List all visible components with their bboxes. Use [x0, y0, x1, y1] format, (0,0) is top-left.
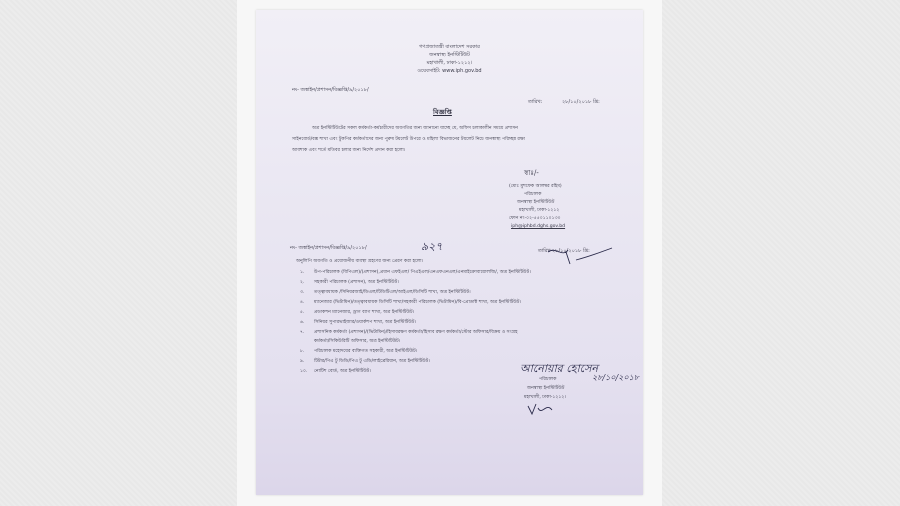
handwritten-memo-number: ৯২৭ — [421, 240, 443, 253]
distribution-no: ৭. — [300, 330, 305, 335]
distribution-item: টিটার/পিএ টু ডিডি/পিএ টু এডি/লাইব্রেরিয়ান, অত্র ইনস্টিটিউট। — [314, 359, 430, 364]
distribution-item: উপ-পরিচালক (বিপিএল)/(প্রশাসন),প্রধান এফইএল/ পিএইএল/এনএফএনএল/এনমাইক্রোবায়োলজি/, অত্র ইনস্টিটিউট। — [314, 270, 531, 275]
signatory-name: (মোঃ মুশফেক আলম্বর রহিম) — [509, 184, 562, 189]
bottom-org: জনস্বাস্থ্য ইনস্টিটিউট — [527, 386, 565, 391]
copy-memo-number: নং- জস্বাইন/প্রশাসন/বিজ্ঞপ্তি/৯/২০১৮/ — [290, 245, 367, 251]
initials-mark — [526, 400, 556, 418]
notice-document — [256, 10, 643, 495]
signatory-email[interactable]: iph@iphbd.dghs.gov.bd — [511, 224, 566, 229]
distribution-item: প্রডাকশন ম্যানেজার, ড্রাগ ব্যাগ শাখা, অত্র ইনস্টিটিউট। — [314, 310, 415, 315]
distribution-no: ২. — [300, 280, 305, 285]
distribution-item: প্রশাসনিক কর্মকর্তা (প্রশাসন)/(ভিটামিন)/হিসাবরক্ষণ কর্মকর্তা/হিসাব রক্ষণ কর্মকর্তা/স্টোর অফিসার/বিক্রয় ও সংগ্রহ — [314, 330, 518, 335]
notice-title: বিজ্ঞপ্তি — [433, 108, 452, 116]
copy-date-value: ২৮/১০/২০১৮ খ্রি: — [552, 248, 590, 254]
memo-number: নং- জস্বাইন/প্রশাসন/বিজ্ঞপ্তি/৯/২০১৮/ — [292, 87, 369, 93]
distribution-item: নোটিশ বোর্ড, অত্র ইনস্টিটিউট। — [314, 369, 371, 374]
distribution-item: সহকারী পরিচালক (প্রশাসন), অত্র ইনস্টিটিউট। — [314, 280, 399, 285]
distribution-no: ৯. — [300, 359, 305, 364]
header-address: মহাখালী, ঢাকা-১২১২। — [426, 60, 473, 66]
distribution-no: ১০. — [300, 369, 308, 374]
handwritten-date-mark — [546, 242, 616, 272]
bottom-address: মহাখালী, ঢাকা-১২১২। — [524, 395, 567, 400]
signatory-designation: পরিচালক — [524, 192, 542, 197]
header-website: ওয়েবসাইট: www.iph.gov.bd — [417, 68, 482, 74]
signatory-org: জনস্বাস্থ্য ইনস্টিটিউট — [517, 200, 555, 205]
signature-signed: স্বাঃ/- — [524, 169, 539, 177]
distribution-item: কর্মকর্তা/সিকিউরিটি অফিসার, অত্র ইনস্টিটিউট। — [314, 339, 401, 344]
distribution-no: ৮. — [300, 349, 305, 354]
bottom-designation: পরিচালক — [539, 377, 557, 382]
distribution-item: ম্যানেজার (ভিটামিন)/তত্ত্বাবধায়ক ডিসিটি শাখা/সহকারী পরিচালক (ভিটামিন)/বি-প্রোডাক্ট শাখা, অত্র ইনস্টিটিউট। — [314, 300, 522, 305]
body-line-1: অত্র ইনস্টিটিউটের সকল কর্মকর্তা-কর্মচারীদের অবগতির জন্য জানানো যাচ্ছে যে, অফিস চলাকালীন সময়ে প্রশাসন — [312, 126, 518, 131]
body-line-3: আবশ্যক এবং শর্তে মতিবর চলার জন্য নির্দেশ প্রদান করা হলো। — [292, 148, 406, 153]
distribution-no: ৫. — [300, 310, 305, 315]
header-government: গণপ্রজাতন্ত্রী বাংলাদেশ সরকার — [419, 44, 480, 50]
handwritten-signature-date: ২৮/১০/২০১৮ — [592, 373, 639, 382]
distribution-item: তত্ত্বাবধায়ক /সিনিয়রজাই/ডিএল/টিডিটিএল/আইএল/ডিসিটি শাখা, অত্র ইনস্টিটিউট। — [314, 290, 471, 295]
copy-date-label: তারিখ — [538, 248, 551, 254]
distribution-item: সিনিয়র সুপারভাইজার/ওয়ার্কশপ শাখা, অত্র ইনস্টিটিউট। — [314, 320, 416, 325]
header-institute: জনস্বাস্থ্য ইনস্টিটিউট — [429, 52, 470, 58]
distribution-no: ৩. — [300, 290, 305, 295]
signatory-phone: ফোন নং-০২-৫৫০১১০১৩০ — [509, 216, 561, 221]
signatory-address: মহাখালী, ঢাকা-১২১২ — [519, 208, 560, 213]
distribution-no: ৪. — [300, 300, 305, 305]
handwritten-signature: আনোয়ার হোসেন — [520, 362, 598, 375]
date-value: ২৮/১০/২০১৮ খ্রি: — [562, 99, 600, 105]
distribution-item: পরিচালক মহোদয়ের ব্যক্তিগত সহকারী, অত্র ইনস্টিটিউট। — [314, 349, 418, 354]
distribution-no: ১. — [300, 270, 305, 275]
body-line-2: সাইনবোর্ড/বক্স শাখা এবং টুকপির কর্মকর্তাদের জন্য পুরুষ টয়লেট উপরে ও মহিলা বিভাজনের টয়লেট নিচে জনস্বাস্থ্য পরিচ্ছন্ন রক্ষা — [292, 137, 526, 142]
distribution-intro: অনুলিপি অবগতি ও প্রয়োজনীয় ব্যবস্থা গ্রহণের জন্য প্রেরণ করা হলো। — [296, 259, 424, 264]
distribution-no: ৬. — [300, 320, 305, 325]
date-label: তারিখ: — [528, 99, 543, 105]
